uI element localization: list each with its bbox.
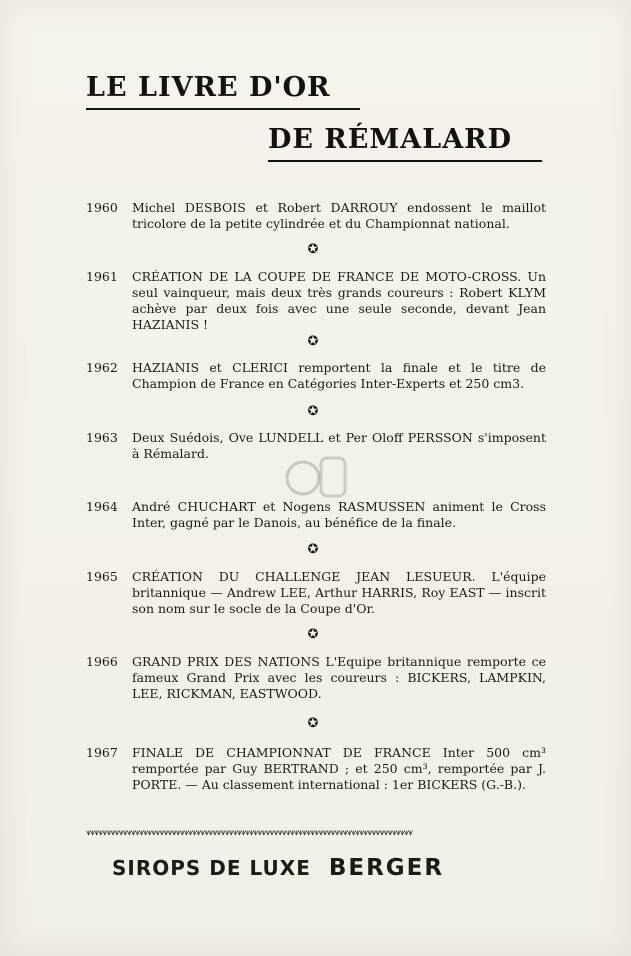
entry-text: GRAND PRIX DES NATIONS L'Equipe britannique remporte ce fameux Grand Prix avec les coureurs : BICKERS, LAMPKIN, LEE, RICKMAN, EASTWOOD.: [132, 654, 546, 701]
star-icon: ✪: [307, 242, 319, 257]
entry-year: 1967: [86, 745, 118, 760]
star-icon: ✪: [307, 404, 319, 419]
title-line-2: DE RÉMALARD: [268, 124, 513, 155]
entry-1966: [86, 654, 546, 702]
decorative-border: ⩛⩛⩛⩛⩛⩛⩛⩛⩛⩛⩛⩛⩛⩛⩛⩛⩛⩛⩛⩛⩛⩛⩛⩛⩛⩛⩛⩛⩛⩛⩛⩛⩛⩛⩛⩛⩛⩛⩛⩛⩛⩛⩛⩛⩛⩛⩛⩛⩛⩛⩛⩛⩛⩛⩛⩛⩛⩛⩛⩛⩛⩛⩛⩛⩛⩛⩛⩛⩛⩛⩛⩛⩛⩛⩛⩛⩛⩛⩛⩛: [86, 828, 413, 838]
star-icon: ✪: [307, 716, 319, 731]
entry-year: 1964: [86, 499, 118, 514]
entry-1962: [86, 360, 546, 392]
entry-1965: [86, 569, 546, 617]
entry-1967: [86, 745, 546, 793]
entry-text: André CHUCHART et Nogens RASMUSSEN animent le Cross Inter, gagné par le Danois, au bénéfice de la finale.: [132, 499, 546, 530]
entry-year: 1962: [86, 360, 118, 375]
footer-brand: BERGER: [328, 855, 445, 881]
entry-text: CRÉATION DE LA COUPE DE FRANCE DE MOTO-CROSS. Un seul vainqueur, mais deux très grands coureurs : Robert KLYM achève par deux fois avec une seule seconde, devant Jean HAZIANIS !: [132, 269, 546, 332]
entry-1960: [86, 200, 546, 232]
title-underline-1: [86, 108, 360, 110]
star-icon: ✪: [307, 334, 319, 349]
entry-year: 1966: [86, 654, 118, 669]
entry-year: 1961: [86, 269, 118, 284]
title-underline-2: [268, 160, 542, 162]
entry-text: Michel DESBOIS et Robert DARROUY endossent le maillot tricolore de la petite cylindrée et du Championnat national.: [132, 200, 546, 231]
entry-year: 1965: [86, 569, 118, 584]
entry-1961: [86, 269, 546, 333]
entry-text: CRÉATION DU CHALLENGE JEAN LESUEUR. L'équipe britannique — Andrew LEE, Arthur HARRIS, Roy EAST — inscrit son nom sur le socle de la Coupe d'Or.: [132, 569, 546, 616]
star-icon: ✪: [307, 542, 319, 557]
entry-text: Deux Suédois, Ove LUNDELL et Per Oloff PERSSON s'imposent à Rémalard.: [132, 430, 546, 461]
title-line-1: LE LIVRE D'OR: [86, 72, 331, 103]
footer-text: SIROPS DE LUXE: [112, 856, 311, 880]
watermark-logo-icon: [285, 450, 349, 506]
entry-text: FINALE DE CHAMPIONNAT DE FRANCE Inter 500 cm³ remportée par Guy BERTRAND ; et 250 cm³, remportée par J. PORTE. — Au classement international : 1er BICKERS (G.-B.).: [132, 745, 546, 792]
entry-year: 1960: [86, 200, 118, 215]
advertisement-footer: [112, 855, 532, 881]
entry-year: 1963: [86, 430, 118, 445]
star-icon: ✪: [307, 627, 319, 642]
entry-text: HAZIANIS et CLERICI remportent la finale et le titre de Champion de France en Catégories Inter-Experts et 250 cm3.: [132, 360, 546, 391]
